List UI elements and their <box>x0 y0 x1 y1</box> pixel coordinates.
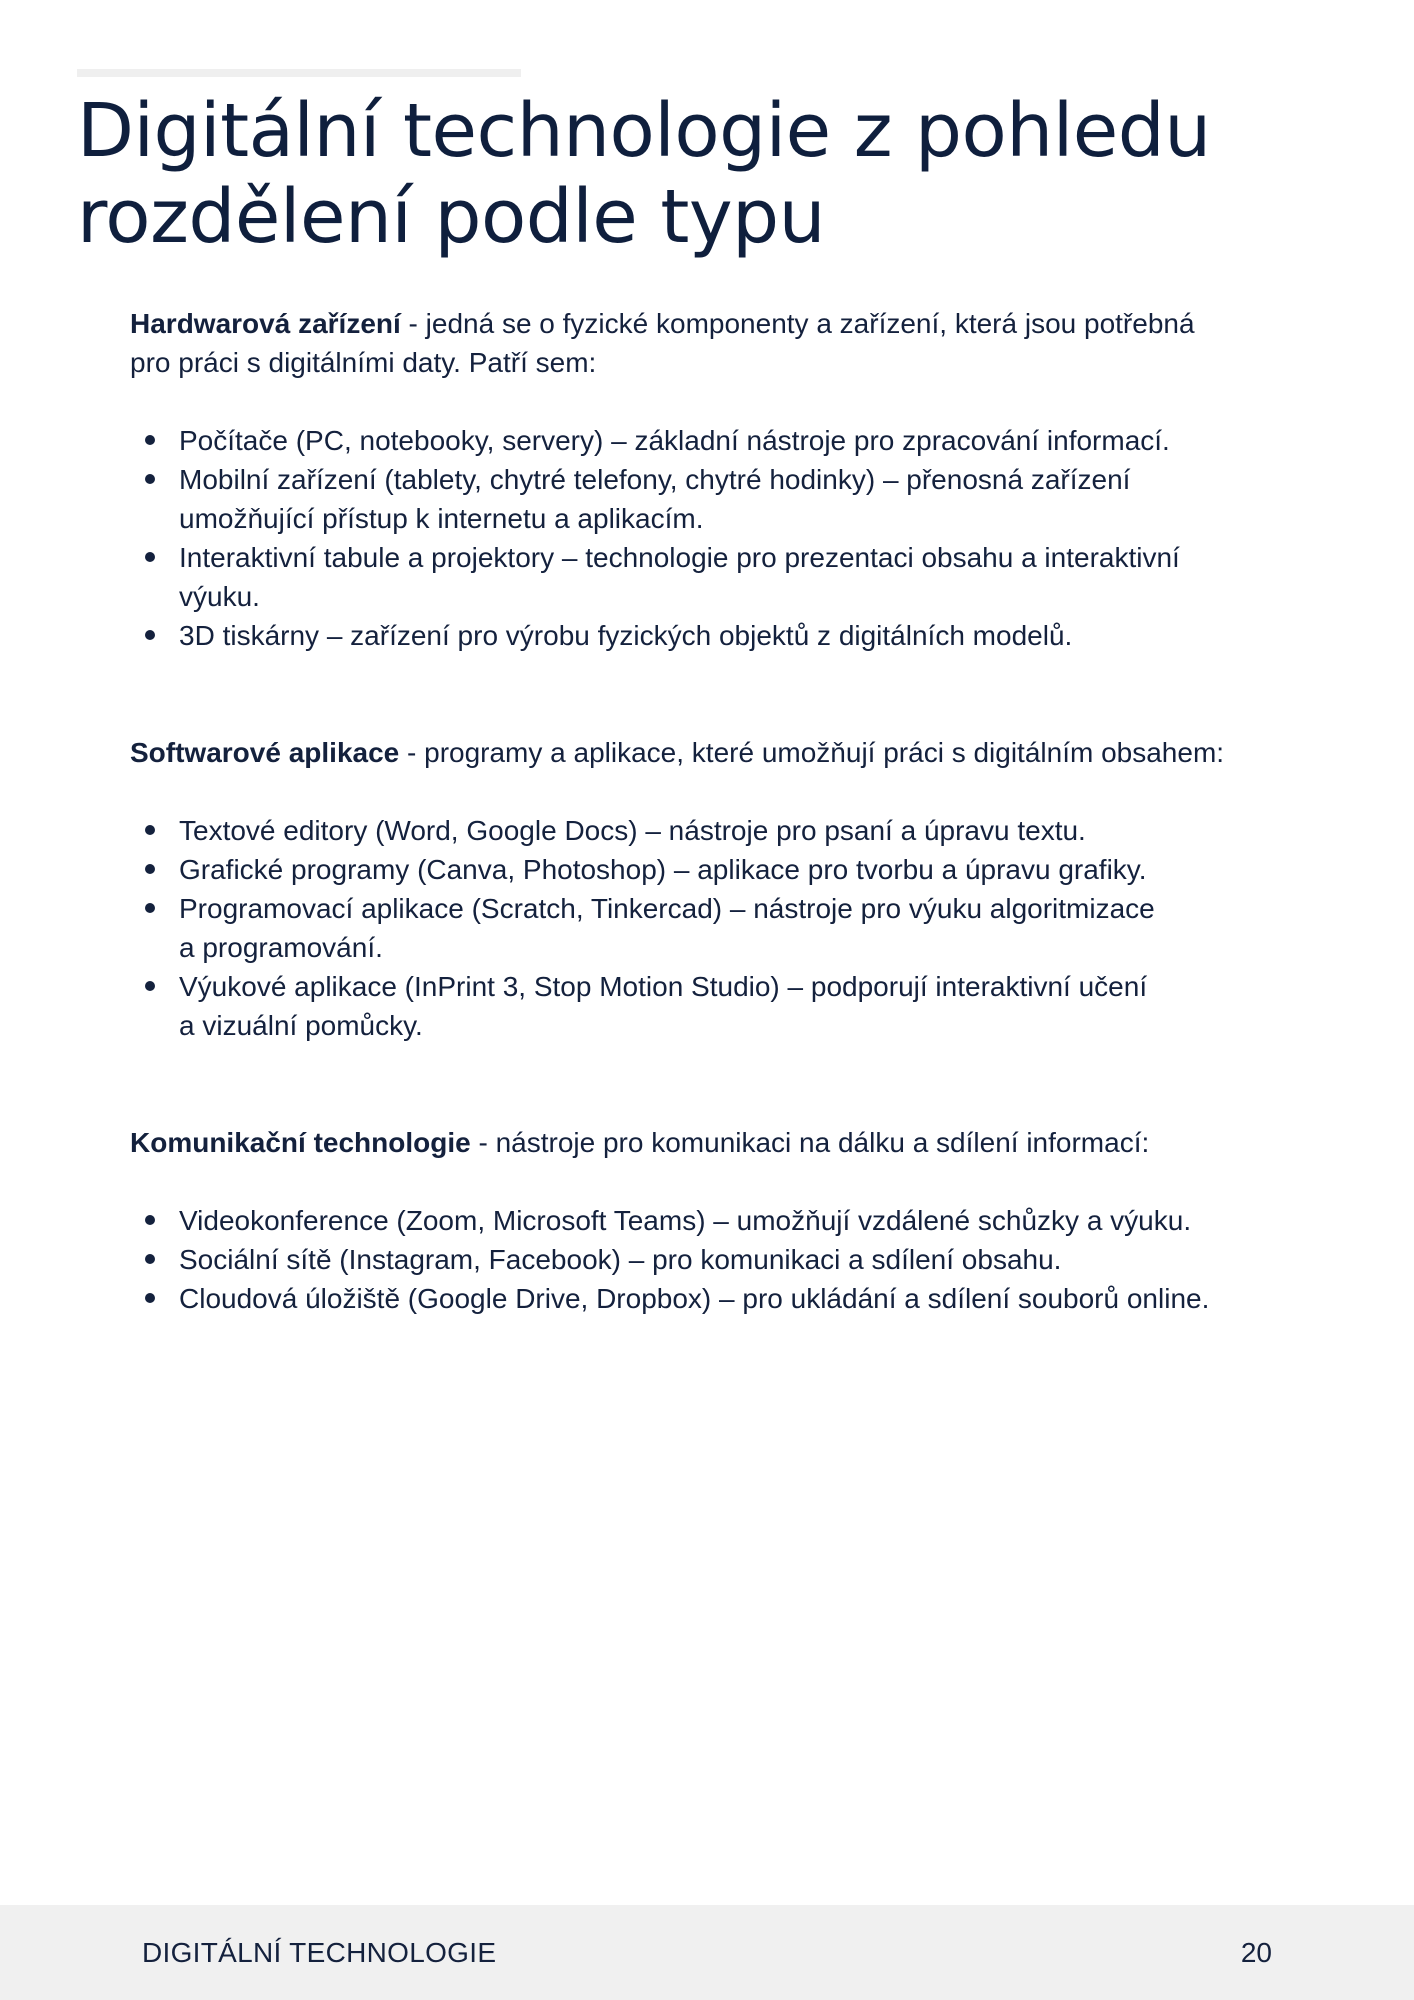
bullet-icon <box>145 1215 155 1225</box>
section-term: Softwarové aplikace <box>130 737 400 768</box>
bullet-icon <box>145 1254 155 1264</box>
page-footer <box>0 1905 1414 2000</box>
bullet-icon <box>145 630 155 640</box>
section-intro <box>130 1123 1330 1162</box>
section-intro <box>130 733 1330 772</box>
bullet-icon <box>145 474 155 484</box>
list-item-text: Textové editory (Word, Google Docs) – nástroje pro psaní a úpravu textu. <box>179 815 1086 846</box>
section-description: - nástroje pro komunikaci na dálku a sdílení informací: <box>470 1127 1150 1158</box>
list-item-text: Grafické programy (Canva, Photoshop) – aplikace pro tvorbu a úpravu grafiky. <box>179 854 1147 885</box>
bullet-list <box>130 421 1330 655</box>
section-intro <box>130 304 1330 382</box>
list-item-text: Videokonference (Zoom, Microsoft Teams) – umožňují vzdálené schůzky a výuku. <box>179 1205 1192 1236</box>
document-body <box>130 304 1330 1318</box>
list-item <box>130 538 1330 616</box>
bullet-icon <box>145 1293 155 1303</box>
page-number: 20 <box>1240 1937 1272 1968</box>
section-description: - jedná se o fyzické komponenty a zařízení, která jsou potřebná pro práci s digitálními daty. Patří sem: <box>130 308 1195 378</box>
bullet-list <box>130 1201 1330 1318</box>
footer-label: DIGITÁLNÍ TECHNOLOGIE <box>142 1937 497 1968</box>
list-item <box>130 850 1330 889</box>
list-item-text: Programovací aplikace (Scratch, Tinkercad) – nástroje pro výuku algoritmizace a programování. <box>179 893 1155 963</box>
list-item-text: Cloudová úložiště (Google Drive, Dropbox) – pro ukládání a sdílení souborů online. <box>179 1283 1210 1314</box>
list-item <box>130 1279 1330 1318</box>
bullet-icon <box>145 552 155 562</box>
bullet-icon <box>145 903 155 913</box>
list-item <box>130 460 1330 538</box>
section-description: - programy a aplikace, které umožňují práci s digitálním obsahem: <box>399 737 1225 768</box>
list-item <box>130 811 1330 850</box>
list-item <box>130 616 1330 655</box>
section-term: Komunikační technologie <box>130 1127 471 1158</box>
list-item-text: 3D tiskárny – zařízení pro výrobu fyzických objektů z digitálních modelů. <box>179 620 1073 651</box>
list-item <box>130 421 1330 460</box>
list-item <box>130 889 1330 967</box>
list-item-text: Interaktivní tabule a projektory – technologie pro prezentaci obsahu a interaktivní výuku. <box>179 542 1180 612</box>
list-item-text: Počítače (PC, notebooky, servery) – základní nástroje pro zpracování informací. <box>179 425 1170 456</box>
list-item-text: Výukové aplikace (InPrint 3, Stop Motion Studio) – podporují interaktivní učení a vizuální pomůcky. <box>179 971 1148 1041</box>
bullet-list <box>130 811 1330 1045</box>
list-item <box>130 967 1330 1045</box>
title-rule <box>77 69 521 77</box>
section-software <box>130 733 1330 1045</box>
list-item <box>130 1240 1330 1279</box>
bullet-icon <box>145 864 155 874</box>
section-term: Hardwarová zařízení <box>130 308 401 339</box>
section-communication <box>130 1123 1330 1318</box>
list-item <box>130 1201 1330 1240</box>
bullet-icon <box>145 435 155 445</box>
page-title: Digitální technologie z pohledu rozdělení podle typu <box>77 88 1211 260</box>
list-item-text: Mobilní zařízení (tablety, chytré telefony, chytré hodinky) – přenosná zařízení umožňující přístup k internetu a aplikacím. <box>179 464 1131 534</box>
bullet-icon <box>145 825 155 835</box>
bullet-icon <box>145 981 155 991</box>
section-hardware <box>130 304 1330 655</box>
list-item-text: Sociální sítě (Instagram, Facebook) – pro komunikaci a sdílení obsahu. <box>179 1244 1062 1275</box>
